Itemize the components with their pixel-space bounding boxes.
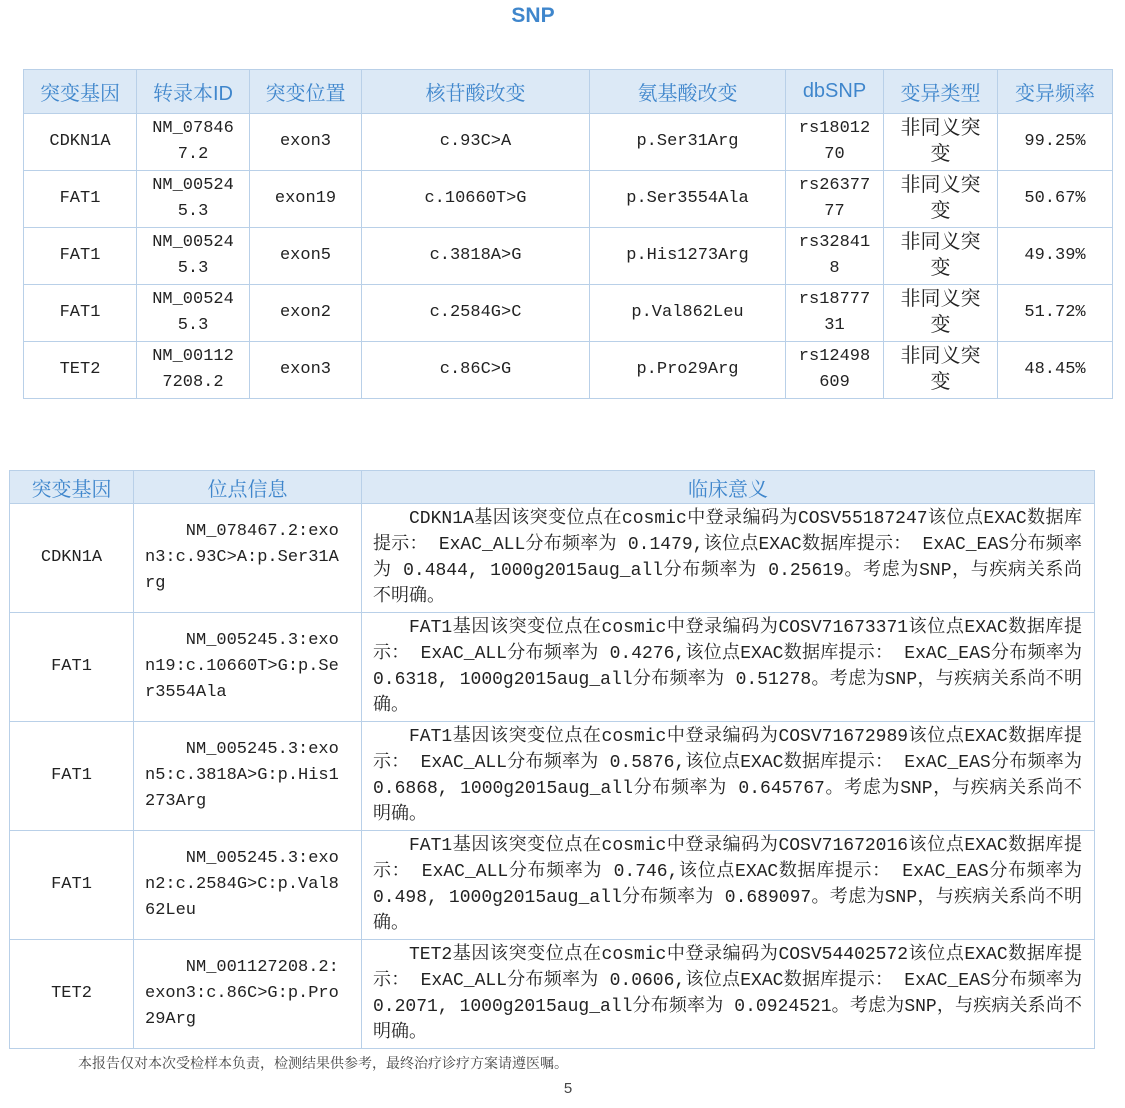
table-row [24,342,1113,399]
transcript-cell [137,342,250,399]
dbsnp-cell [786,228,884,285]
transcript-cell [137,171,250,228]
clinical-significance-text: CDKN1A基因该突变位点在cosmic中登录编码为COSV55187247该位点EXAC数据库提示： ExAC_ALL分布频率为 0.1479,该位点EXAC数据库提示： ExAC_EAS分布频率为 0.4844, 1000g2015aug_all分布频率为 0.25619。考虑为SNP，与疾病关系尚不明确。 [373,509,1082,607]
table-row [10,613,1095,722]
transcript-cell [137,114,250,171]
table-row [24,171,1113,228]
position-cell: exon3 [250,114,362,171]
header-position: 突变位置 [250,70,362,114]
gene-cell: TET2 [24,342,137,399]
nucleotide-change-cell: c.10660T>G [362,171,590,228]
dbsnp-cell [786,114,884,171]
frequency-cell: 49.39% [998,228,1113,285]
gene-cell: TET2 [10,940,134,1049]
frequency-cell: 48.45% [998,342,1113,399]
dbsnp-text: rs328418 [798,233,871,278]
table-row [10,940,1095,1049]
table-row [10,722,1095,831]
header-gene: 突变基因 [10,471,134,504]
site-info-cell [134,504,362,613]
site-info-cell [134,613,362,722]
amino-acid-change-cell: p.Val862Leu [590,285,786,342]
site-info-text: NM_078467.2:exon3:c.93C>A:p.Ser31Arg [145,522,339,593]
dbsnp-text: rs2637777 [798,176,871,221]
position-cell: exon5 [250,228,362,285]
nucleotide-change-cell: c.86C>G [362,342,590,399]
header-variant-type: 变异类型 [884,70,998,114]
dbsnp-text: rs1801270 [798,119,871,164]
variant-type-text: 非同义突变 [900,286,981,336]
frequency-cell: 99.25% [998,114,1113,171]
clinical-significance-cell [362,940,1095,1049]
transcript-text: NM_005245.3 [152,176,234,221]
transcript-text: NM_001127208.2 [152,347,234,392]
table-header-row [24,70,1113,114]
nucleotide-change-cell: c.93C>A [362,114,590,171]
header-clinical-significance: 临床意义 [362,471,1095,504]
header-transcript: 转录本ID [137,70,250,114]
position-cell: exon2 [250,285,362,342]
page-number: 5 [563,1080,573,1097]
header-nucleotide-change: 核苷酸改变 [362,70,590,114]
snp-variant-table [23,69,1113,399]
frequency-cell: 50.67% [998,171,1113,228]
gene-cell: FAT1 [10,831,134,940]
header-gene: 突变基因 [24,70,137,114]
nucleotide-change-cell: c.2584G>C [362,285,590,342]
table-row [24,114,1113,171]
header-frequency: 变异频率 [998,70,1113,114]
variant-type-cell [884,285,998,342]
transcript-cell [137,228,250,285]
clinical-significance-cell [362,613,1095,722]
site-info-cell [134,831,362,940]
variant-type-text: 非同义突变 [900,229,981,279]
clinical-significance-cell [362,722,1095,831]
site-info-text: NM_005245.3:exon5:c.3818A>G:p.His1273Arg [145,740,339,811]
variant-type-cell [884,114,998,171]
amino-acid-change-cell: p.Ser31Arg [590,114,786,171]
position-cell: exon3 [250,342,362,399]
frequency-cell: 51.72% [998,285,1113,342]
table-header-row [10,471,1095,504]
position-cell: exon19 [250,171,362,228]
site-info-cell [134,940,362,1049]
dbsnp-cell [786,285,884,342]
variant-type-text: 非同义突变 [900,343,981,393]
transcript-text: NM_078467.2 [152,119,234,164]
amino-acid-change-cell: p.Ser3554Ala [590,171,786,228]
transcript-text: NM_005245.3 [152,233,234,278]
header-site-info: 位点信息 [134,471,362,504]
variant-type-text: 非同义突变 [900,172,981,222]
gene-cell: FAT1 [24,171,137,228]
site-info-text: NM_001127208.2:exon3:c.86C>G:p.Pro29Arg [145,958,339,1029]
variant-type-cell [884,171,998,228]
clinical-significance-text: FAT1基因该突变位点在cosmic中登录编码为COSV71673371该位点EXAC数据库提示： ExAC_ALL分布频率为 0.4276,该位点EXAC数据库提示： ExAC_EAS分布频率为 0.6318, 1000g2015aug_all分布频率为 0.51278。考虑为SNP，与疾病关系尚不明确。 [373,618,1082,716]
clinical-significance-cell [362,831,1095,940]
variant-type-cell [884,342,998,399]
report-disclaimer: 本报告仅对本次受检样本负责，检测结果供参考，最终治疗诊疗方案请遵医嘱。 [78,1056,568,1072]
clinical-significance-text: TET2基因该突变位点在cosmic中登录编码为COSV54402572该位点EXAC数据库提示： ExAC_ALL分布频率为 0.0606,该位点EXAC数据库提示： ExAC_EAS分布频率为 0.2071, 1000g2015aug_all分布频率为 0.0924521。考虑为SNP，与疾病关系尚不明确。 [373,945,1082,1043]
gene-cell: FAT1 [24,228,137,285]
header-dbsnp: dbSNP [786,70,884,114]
table-row [24,285,1113,342]
dbsnp-cell [786,171,884,228]
variant-type-text: 非同义突变 [900,115,981,165]
table-row [10,831,1095,940]
amino-acid-change-cell: p.Pro29Arg [590,342,786,399]
site-info-text: NM_005245.3:exon19:c.10660T>G:p.Ser3554Ala [145,631,339,702]
page-title: SNP [511,4,555,27]
table-row [10,504,1095,613]
transcript-text: NM_005245.3 [152,290,234,335]
gene-cell: CDKN1A [10,504,134,613]
dbsnp-cell [786,342,884,399]
site-info-cell [134,722,362,831]
table-row [24,228,1113,285]
clinical-significance-text: FAT1基因该突变位点在cosmic中登录编码为COSV71672989该位点EXAC数据库提示： ExAC_ALL分布频率为 0.5876,该位点EXAC数据库提示： ExAC_EAS分布频率为 0.6868, 1000g2015aug_all分布频率为 0.645767。考虑为SNP，与疾病关系尚不明确。 [373,727,1082,825]
clinical-significance-cell [362,504,1095,613]
variant-type-cell [884,228,998,285]
gene-cell: FAT1 [24,285,137,342]
gene-cell: FAT1 [10,722,134,831]
gene-cell: FAT1 [10,613,134,722]
clinical-significance-table [9,470,1095,1049]
gene-cell: CDKN1A [24,114,137,171]
transcript-cell [137,285,250,342]
nucleotide-change-cell: c.3818A>G [362,228,590,285]
header-amino-acid-change: 氨基酸改变 [590,70,786,114]
site-info-text: NM_005245.3:exon2:c.2584G>C:p.Val862Leu [145,849,339,920]
dbsnp-text: rs1877731 [798,290,871,335]
dbsnp-text: rs12498609 [798,347,871,392]
clinical-significance-text: FAT1基因该突变位点在cosmic中登录编码为COSV71672016该位点EXAC数据库提示： ExAC_ALL分布频率为 0.746,该位点EXAC数据库提示： ExAC_EAS分布频率为 0.498, 1000g2015aug_all分布频率为 0.689097。考虑为SNP，与疾病关系尚不明确。 [373,836,1082,934]
amino-acid-change-cell: p.His1273Arg [590,228,786,285]
